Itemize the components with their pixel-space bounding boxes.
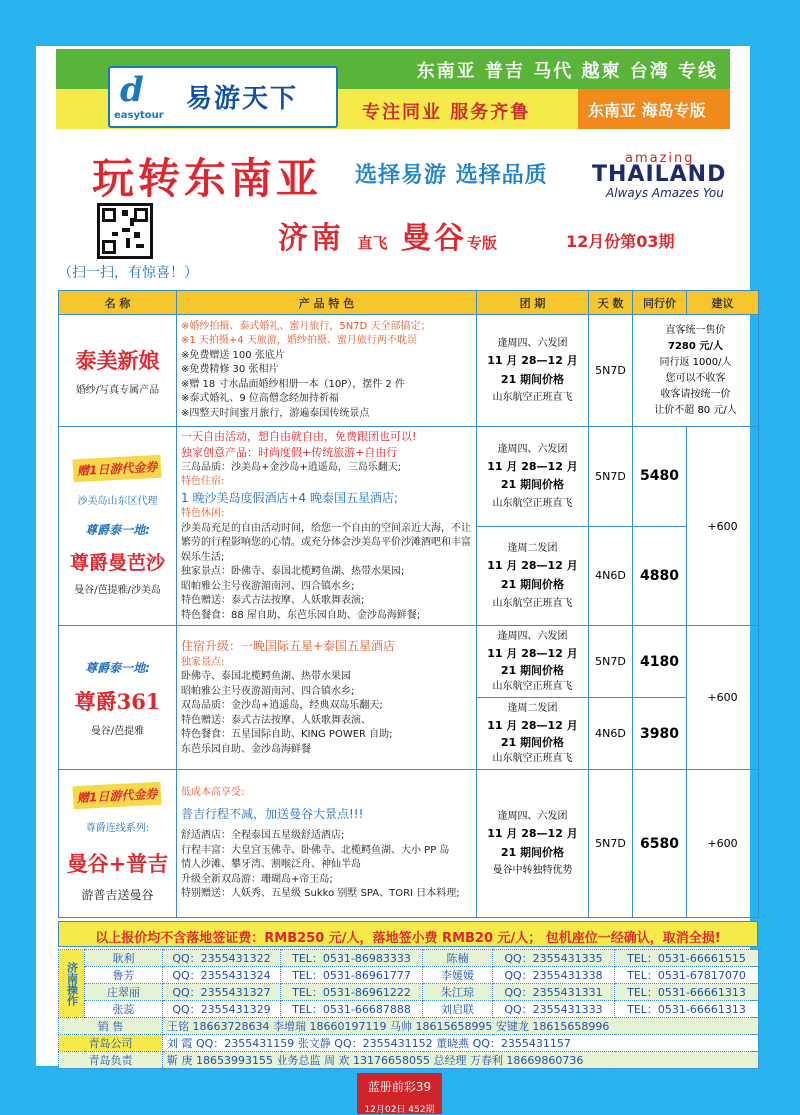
feature-line-text: 住宿升级：一晚国际五星+泰国五星酒店 — [181, 639, 396, 654]
schedule-line: 11 月 28—12 月 — [487, 827, 578, 841]
feature-line: 特色赠送：泰式古法按摩、人妖歌舞表演; — [181, 595, 365, 607]
feature-line: 昭帕雅公主号夜游湄南河、四合镇水乡; — [181, 685, 355, 697]
contact-name: 耿利 — [85, 950, 163, 967]
suggest-cell: +600 — [687, 770, 759, 918]
schedule-line: 11 月 28—12 月 — [487, 718, 578, 732]
schedule-line: 逢周二发团 — [507, 543, 558, 555]
col-price: 同行价 — [633, 291, 687, 315]
table-header-row — [59, 291, 759, 315]
qr-code-icon[interactable] — [97, 203, 153, 259]
schedule-cell — [477, 427, 589, 527]
product-sub: 尊爵连线系列: — [85, 823, 150, 835]
product-name-cell — [59, 626, 177, 770]
contact-tel[interactable]: TEL：0531-66661515 — [615, 950, 759, 967]
schedule-line: 21 期间价格 — [500, 663, 565, 677]
contact-name: 李媛媛 — [423, 967, 493, 984]
contact-qq[interactable]: QQ：2355431324 — [163, 967, 281, 984]
schedule-line: 山东航空正班直飞 — [492, 680, 573, 692]
qingdao-head-label: 青岛负责 — [59, 1052, 163, 1069]
feature-line: 三岛品质：沙美岛+金沙岛+逍遥岛，三岛乐翻天; — [181, 461, 402, 473]
route-title — [278, 213, 497, 257]
product-name: 尊爵361 — [74, 688, 161, 714]
note-line: 让价不超 80 元/人 — [654, 404, 737, 416]
price-cell: 6580 — [633, 770, 687, 918]
contact-name: 陈楠 — [423, 950, 493, 967]
days-cell: 5N7D — [589, 427, 633, 527]
col-schedule: 团 期 — [477, 291, 589, 315]
feature-line: ※1 天拍摄+4 天旅游，婚纱拍摄、蜜月旅行两不耽误 — [181, 335, 417, 347]
note-line: 7280 元/人 — [668, 340, 723, 352]
feature-line: 升级全新双岛游：珊瑚岛+帝王岛; — [181, 873, 333, 885]
schedule-line: 逢周四、六发团 — [497, 443, 568, 455]
hero-slogan: 选择易游 选择品质 — [355, 163, 548, 188]
feature-line: ※免费赠送 100 张底片 — [181, 349, 285, 361]
issue-number: 12月份第03期 — [566, 232, 675, 251]
table-row — [59, 626, 759, 698]
note-line: 您可以不收客 — [665, 372, 726, 384]
contact-name: 庄翠丽 — [85, 984, 163, 1001]
contact-tel[interactable]: TEL：0531-67817070 — [615, 967, 759, 984]
col-name: 名 称 — [59, 291, 177, 315]
contact-tel[interactable]: TEL：0531-86983333 — [281, 950, 423, 967]
contact-tel[interactable]: TEL：0531-86961222 — [281, 984, 423, 1001]
schedule-line: 山东航空正班直飞 — [492, 498, 573, 509]
header-tag: 东南亚 海岛专版 — [578, 89, 730, 129]
note-line: 直客统一售价 — [665, 324, 726, 336]
feature-line: 特色住宿: — [181, 476, 225, 488]
footer-title: 蓝册前彩39 — [367, 1080, 432, 1094]
contact-row — [59, 950, 759, 967]
product-name-cell — [59, 427, 177, 626]
feature-line: 独家创意产品：时尚度假+传统旅游+自由行 — [181, 445, 398, 459]
feature-line: ※免费精修 30 张相片 — [181, 364, 279, 376]
schedule-line: 11 月 28—12 月 — [487, 559, 578, 573]
schedule-line: 山东航空正班直飞 — [492, 597, 573, 609]
feature-line: 低成本高享受: — [181, 786, 245, 798]
contact-row — [59, 967, 759, 984]
schedule-line: 11 月 28—12 月 — [487, 353, 578, 367]
feature-line: 情人沙滩、攀牙湾、割喉泛舟、神仙半岛 — [181, 859, 361, 871]
contact-qq[interactable]: QQ：2355431338 — [493, 967, 615, 984]
contact-qq[interactable]: QQ：2355431331 — [493, 984, 615, 1001]
feature-line: ※赠 18 寸水晶面婚纱相册一本（10P），摆件 2 件 — [181, 378, 405, 390]
contact-tel[interactable]: TEL：0531-66687888 — [281, 1001, 423, 1018]
voucher-badge: 赠1日游代金券 — [73, 454, 162, 482]
product-name-cell — [59, 315, 177, 427]
feature-line: ※四整天时间蜜月旅行，游遍泰国传统景点 — [181, 407, 370, 419]
feature-line: 特色赠送：泰式古法按摩、人妖歌舞表演、 — [181, 714, 371, 726]
thailand-logo-text: THAILAND — [592, 162, 727, 187]
product-features — [177, 770, 477, 918]
route-suffix: 专版 — [466, 234, 497, 252]
feature-line: 1 晚沙美岛度假酒店+4 晚泰国五星酒店; — [181, 490, 398, 505]
feature-line: 普吉行程不减，加送曼谷大景点!!! — [181, 807, 364, 822]
price-cell: 4880 — [633, 526, 687, 626]
feature-line: 独家景点: — [181, 656, 225, 668]
product-name: 尊爵曼芭沙 — [69, 551, 165, 574]
schedule-line: 逢周四、六发团 — [497, 811, 568, 823]
col-days: 天 数 — [589, 291, 633, 315]
contact-qq[interactable]: QQ：2355431335 — [493, 950, 615, 967]
feature-line: ※婚纱拍摄、泰式婚礼、蜜月旅行，5N7D 天全部搞定； — [181, 320, 431, 332]
footer-date: 12月02日 452期 — [364, 1105, 435, 1115]
feature-line: 卧佛寺、泰国北榄鳄鱼湖、热带水果园 — [181, 671, 351, 683]
days-cell: 4N6D — [589, 698, 633, 770]
schedule-line: 21 期间价格 — [500, 735, 565, 749]
note-line: 收客请按统一价 — [660, 388, 731, 400]
product-features — [177, 315, 477, 427]
contact-tel[interactable]: TEL：0531-86961777 — [281, 967, 423, 984]
contact-name: 鲁芳 — [85, 967, 163, 984]
scan-hint: （扫一扫，有惊喜！） — [58, 265, 198, 281]
product-name: 泰美新娘 — [75, 348, 160, 373]
suggest-cell: +600 — [687, 427, 759, 626]
table-row — [59, 315, 759, 427]
contact-qq[interactable]: QQ：2355431333 — [493, 1001, 615, 1018]
product-sub: 婚纱/写真专属产品 — [75, 385, 160, 396]
schedule-line: 21 期间价格 — [500, 577, 565, 591]
feature-line: 双岛品质：金沙岛+逍遥岛，经典双岛乐翻天; — [181, 700, 383, 712]
schedule-cell — [477, 626, 589, 698]
product-sub: 游普吉送曼谷 — [81, 888, 154, 903]
schedule-line: 山东航空正班直飞 — [492, 392, 573, 404]
feature-line: 舒适酒店：全程泰国五星级舒适酒店; — [181, 830, 345, 842]
product-features — [177, 427, 477, 626]
sales-label: 销 售 — [59, 1018, 163, 1035]
days-cell: 4N6D — [589, 526, 633, 626]
feature-line: 特色餐食：五星国际自助、KING POWER 自助; — [181, 729, 393, 741]
contact-row — [59, 984, 759, 1001]
brand-name: 易游天下 — [186, 84, 299, 114]
feature-line: ※泰式婚礼、9 位高僧念经加持祈福 — [181, 393, 339, 405]
contact-qq[interactable]: QQ：2355431327 — [163, 984, 281, 1001]
product-sub: 沙美岛山东区代理 — [77, 495, 158, 507]
days-cell: 5N7D — [589, 626, 633, 698]
contacts-side-label: 济南操作 — [59, 950, 85, 1018]
schedule-line: 山东航空正班直飞 — [492, 752, 573, 764]
route-mid: 直飞 — [357, 234, 388, 252]
qingdao-head-list: 靳 庚 18653993155 业务总监 周 欢 13176658055 总经理 万春利 18669860736 — [163, 1052, 759, 1069]
header-slogan: 专注同业 服务齐鲁 — [362, 102, 531, 123]
schedule-line: 21 期间价格 — [500, 372, 565, 386]
feature-line: 东芭乐园自助、金沙岛海鲜餐 — [181, 743, 311, 755]
header-routes: 东南亚 普吉 马代 越柬 台湾 专线 — [416, 61, 718, 82]
qingdao-list: 刘 霞 QQ：2355431159 张文静 QQ：2355431152 董晓燕 QQ：2355431157 — [163, 1035, 759, 1052]
schedule-line: 逢周二发团 — [507, 703, 558, 715]
footer-badge — [357, 1073, 442, 1114]
schedule-line: 11 月 28—12 月 — [487, 459, 578, 473]
schedule-cell — [477, 526, 589, 626]
days-cell: 5N7D — [589, 770, 633, 918]
logo-mark: d — [120, 70, 144, 110]
table-row — [59, 770, 759, 918]
notice-banner: 以上报价均不含落地签证费：RMB250 元/人，落地签小费 RMB20 元/人； 包机座位一经确认，取消全损! — [58, 921, 758, 947]
feature-line: 行程丰富：大皇宫玉佛寺、卧佛寺、北榄鳄鱼湖、大小 PP 岛 — [181, 844, 450, 856]
feature-line: 昭帕雅公主号夜游湄南河、四合镇水乡; — [181, 580, 355, 592]
contact-row — [59, 1018, 759, 1035]
product-name-cell — [59, 770, 177, 918]
contact-name: 朱江琼 — [423, 984, 493, 1001]
schedule-cell — [477, 315, 589, 427]
brand-logo — [108, 66, 338, 128]
table-row — [59, 427, 759, 527]
schedule-line: 逢周四、六发团 — [497, 337, 568, 349]
thailand-tagline: Always Amazes You — [606, 186, 724, 200]
product-sub: 曼谷/芭提雅 — [90, 725, 145, 737]
schedule-cell — [477, 770, 589, 918]
schedule-line: 21 期间价格 — [500, 478, 565, 492]
product-features — [177, 626, 477, 770]
voucher-badge: 赠1日游代金券 — [73, 782, 162, 810]
product-table — [58, 290, 759, 918]
feature-line: 一天自由活动，想自由就自由，免费跟团也可以! — [181, 430, 417, 443]
feature-line: 特色餐食：88 屋自助、东芭乐园自助、金沙岛海鲜餐; — [181, 609, 421, 621]
contacts-table — [58, 949, 759, 1069]
price-cell: 5480 — [633, 427, 687, 527]
product-series: 尊爵泰一地: — [85, 522, 150, 537]
route-to: 曼谷 — [400, 221, 467, 256]
feature-line: 沙美岛充足的自由活动时间，给您一个自由的空间亲近大海，不让繁劳的行程影响您的心情。或充分体会沙美岛平价沙滩酒吧和丰富娱乐生活; — [181, 522, 471, 563]
logo-sub: easytour — [114, 110, 164, 121]
feature-line: 特色休闲: — [181, 508, 225, 520]
col-features: 产 品 特 色 — [177, 291, 477, 315]
schedule-line: 逢周四、六发团 — [497, 631, 568, 643]
contact-tel[interactable]: TEL：0531-66661313 — [615, 1001, 759, 1018]
schedule-line: 11 月 28—12 月 — [487, 646, 578, 660]
schedule-cell — [477, 698, 589, 770]
contact-row — [59, 1035, 759, 1052]
hero-title: 玩转东南亚 — [92, 154, 323, 203]
price-cell: 4180 — [633, 626, 687, 698]
qingdao-label: 青岛公司 — [59, 1035, 163, 1052]
note-line: 同行返 1000/人 — [659, 356, 732, 368]
days-cell: 5N7D — [589, 315, 633, 427]
schedule-line: 曼谷中转独特优势 — [492, 865, 573, 877]
contact-tel[interactable]: TEL：0531-66661313 — [615, 984, 759, 1001]
thailand-amazing: amazing — [625, 151, 695, 166]
schedule-line: 21 期间价格 — [500, 845, 565, 859]
sales-list: 王铭 18663728634 李增瑞 18660197119 马帅 18615658995 安键龙 18615658996 — [163, 1018, 759, 1035]
route-from: 济南 — [278, 221, 344, 256]
feature-line — [181, 638, 472, 655]
product-sub: 曼谷/芭提雅/沙美岛 — [74, 584, 161, 596]
feature-line: 独家景点：卧佛寺、泰国北榄鳄鱼湖、热带水果园; — [181, 566, 405, 578]
contact-qq[interactable]: QQ：2355431329 — [163, 1001, 281, 1018]
col-suggest: 建议 — [687, 291, 759, 315]
product-name: 曼谷+普吉 — [66, 851, 169, 877]
contact-name: 张蕊 — [85, 1001, 163, 1018]
contact-row — [59, 1001, 759, 1018]
suggest-cell: +600 — [687, 626, 759, 770]
contact-qq[interactable]: QQ：2355431322 — [163, 950, 281, 967]
price-note-cell — [633, 315, 759, 427]
contact-name: 刘启联 — [423, 1001, 493, 1018]
feature-line: 特别赠送：人妖秀、五星级 Sukko 别墅 SPA、TORI 日本料理; — [181, 888, 460, 900]
contact-row — [59, 1052, 759, 1069]
price-cell: 3980 — [633, 698, 687, 770]
product-series: 尊爵泰一地: — [85, 660, 150, 675]
